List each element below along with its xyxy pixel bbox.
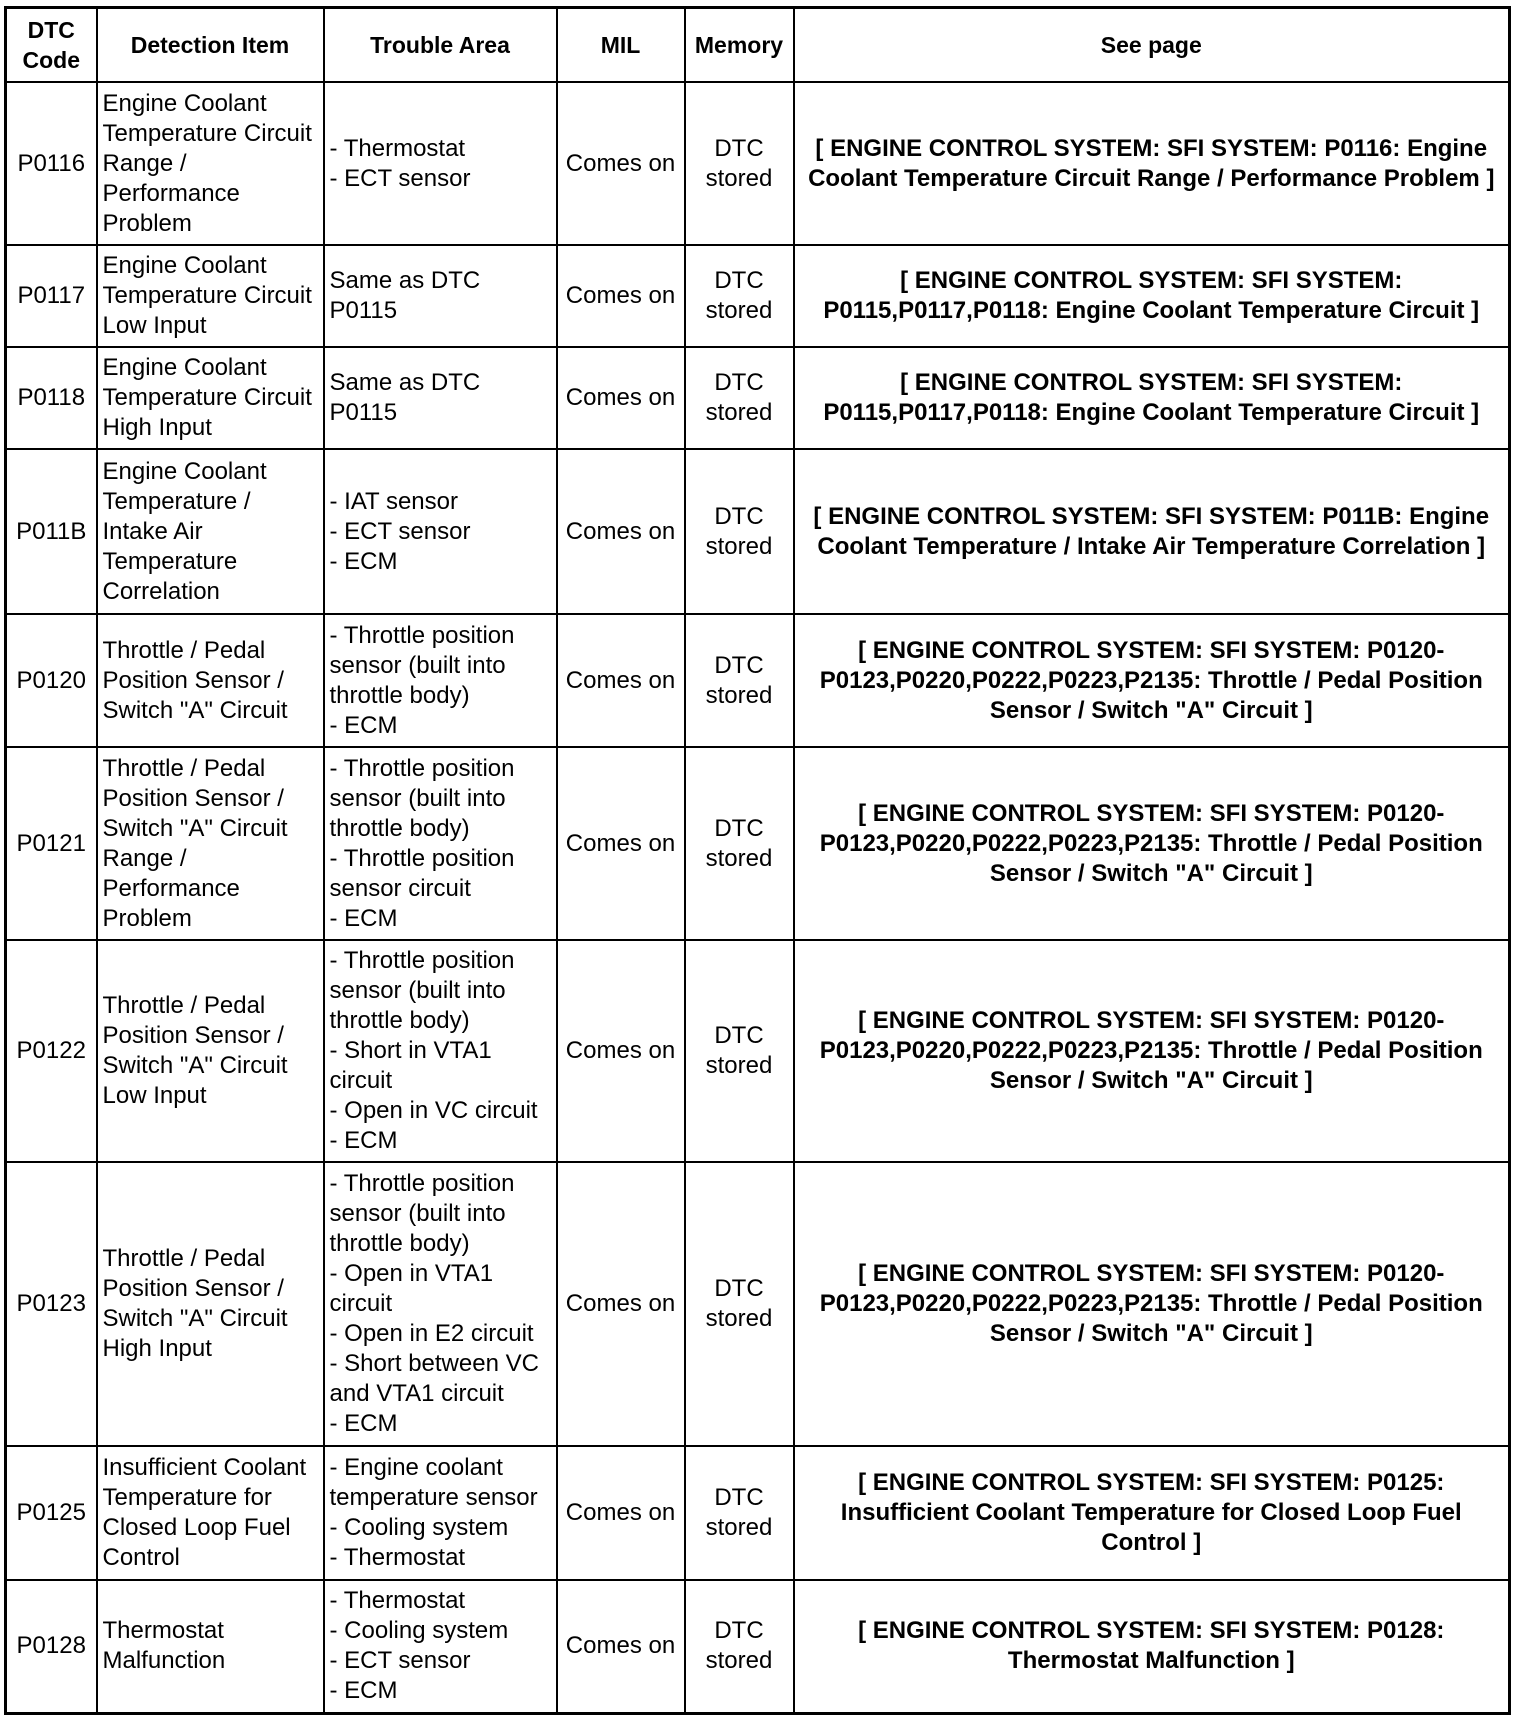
dtc-code-cell: P0128 [6, 1580, 97, 1713]
see-page-link[interactable]: [ ENGINE CONTROL SYSTEM: SFI SYSTEM: P0120-P0123,P0220,P0222,P0223,P2135: Throttle / Pedal Position Sensor / Switch "A" Circuit ] [794, 614, 1510, 747]
detection-item-cell: Thermostat Malfunction [97, 1580, 324, 1713]
detection-item-cell: Engine Coolant Temperature Circuit Low Input [97, 245, 324, 347]
see-page-link[interactable]: [ ENGINE CONTROL SYSTEM: SFI SYSTEM: P011B: Engine Coolant Temperature / Intake Air Temperature Correlation ] [794, 449, 1510, 614]
detection-item-cell: Throttle / Pedal Position Sensor / Switch "A" Circuit [97, 614, 324, 747]
table-row [6, 449, 1510, 614]
dtc-code-cell: P0123 [6, 1162, 97, 1446]
dtc-code-cell: P0118 [6, 347, 97, 449]
see-page-link[interactable]: [ ENGINE CONTROL SYSTEM: SFI SYSTEM: P0115,P0117,P0118: Engine Coolant Temperature Circuit ] [794, 347, 1510, 449]
detection-item-cell: Throttle / Pedal Position Sensor / Switch "A" Circuit High Input [97, 1162, 324, 1446]
trouble-area-cell: - Thermostat - ECT sensor [324, 82, 557, 245]
trouble-area-cell: - Engine coolant temperature sensor - Cooling system - Thermostat [324, 1446, 557, 1580]
table-row [6, 1446, 1510, 1580]
mil-cell: Comes on [557, 940, 685, 1162]
memory-cell: DTC stored [685, 1162, 794, 1446]
memory-cell: DTC stored [685, 940, 794, 1162]
header-dtc-code: DTC Code [6, 8, 97, 83]
table-row [6, 245, 1510, 347]
detection-item-cell: Insufficient Coolant Temperature for Closed Loop Fuel Control [97, 1446, 324, 1580]
dtc-table-wrapper [4, 6, 1511, 1715]
dtc-code-cell: P0120 [6, 614, 97, 747]
table-row [6, 347, 1510, 449]
mil-cell: Comes on [557, 1162, 685, 1446]
trouble-area-cell: - Thermostat - Cooling system - ECT sensor - ECM [324, 1580, 557, 1713]
table-row [6, 82, 1510, 245]
see-page-link[interactable]: [ ENGINE CONTROL SYSTEM: SFI SYSTEM: P0116: Engine Coolant Temperature Circuit Range / Performance Problem ] [794, 82, 1510, 245]
header-trouble-area: Trouble Area [324, 8, 557, 83]
mil-cell: Comes on [557, 747, 685, 940]
dtc-code-cell: P0117 [6, 245, 97, 347]
mil-cell: Comes on [557, 1580, 685, 1713]
memory-cell: DTC stored [685, 614, 794, 747]
table-row [6, 940, 1510, 1162]
table-row [6, 614, 1510, 747]
trouble-area-cell: - Throttle position sensor (built into throttle body) - ECM [324, 614, 557, 747]
table-header [6, 8, 1510, 83]
mil-cell: Comes on [557, 347, 685, 449]
memory-cell: DTC stored [685, 82, 794, 245]
dtc-code-cell: P0125 [6, 1446, 97, 1580]
dtc-code-cell: P0122 [6, 940, 97, 1162]
trouble-area-cell: - Throttle position sensor (built into throttle body) - Open in VTA1 circuit - Open in E2 circuit - Short between VC and VTA1 circuit - ECM [324, 1162, 557, 1446]
table-row [6, 1580, 1510, 1713]
memory-cell: DTC stored [685, 747, 794, 940]
mil-cell: Comes on [557, 449, 685, 614]
memory-cell: DTC stored [685, 347, 794, 449]
mil-cell: Comes on [557, 1446, 685, 1580]
header-see-page: See page [794, 8, 1510, 83]
dtc-code-cell: P0116 [6, 82, 97, 245]
dtc-table [4, 6, 1511, 1715]
table-row [6, 1162, 1510, 1446]
dtc-code-cell: P011B [6, 449, 97, 614]
detection-item-cell: Throttle / Pedal Position Sensor / Switch "A" Circuit Low Input [97, 940, 324, 1162]
trouble-area-cell: Same as DTC P0115 [324, 245, 557, 347]
table-body [6, 82, 1510, 1713]
see-page-link[interactable]: [ ENGINE CONTROL SYSTEM: SFI SYSTEM: P0125: Insufficient Coolant Temperature for Closed Loop Fuel Control ] [794, 1446, 1510, 1580]
dtc-code-cell: P0121 [6, 747, 97, 940]
memory-cell: DTC stored [685, 1580, 794, 1713]
memory-cell: DTC stored [685, 1446, 794, 1580]
trouble-area-cell: Same as DTC P0115 [324, 347, 557, 449]
see-page-link[interactable]: [ ENGINE CONTROL SYSTEM: SFI SYSTEM: P0120-P0123,P0220,P0222,P0223,P2135: Throttle / Pedal Position Sensor / Switch "A" Circuit ] [794, 940, 1510, 1162]
mil-cell: Comes on [557, 614, 685, 747]
detection-item-cell: Engine Coolant Temperature / Intake Air Temperature Correlation [97, 449, 324, 614]
trouble-area-cell: - IAT sensor - ECT sensor - ECM [324, 449, 557, 614]
header-memory: Memory [685, 8, 794, 83]
memory-cell: DTC stored [685, 245, 794, 347]
trouble-area-cell: - Throttle position sensor (built into throttle body) - Throttle position sensor circuit - ECM [324, 747, 557, 940]
table-row [6, 747, 1510, 940]
trouble-area-cell: - Throttle position sensor (built into throttle body) - Short in VTA1 circuit - Open in VC circuit - ECM [324, 940, 557, 1162]
detection-item-cell: Engine Coolant Temperature Circuit High Input [97, 347, 324, 449]
detection-item-cell: Throttle / Pedal Position Sensor / Switch "A" Circuit Range / Performance Problem [97, 747, 324, 940]
header-row [6, 8, 1510, 83]
header-mil: MIL [557, 8, 685, 83]
see-page-link[interactable]: [ ENGINE CONTROL SYSTEM: SFI SYSTEM: P0115,P0117,P0118: Engine Coolant Temperature Circuit ] [794, 245, 1510, 347]
see-page-link[interactable]: [ ENGINE CONTROL SYSTEM: SFI SYSTEM: P0120-P0123,P0220,P0222,P0223,P2135: Throttle / Pedal Position Sensor / Switch "A" Circuit ] [794, 747, 1510, 940]
header-detection-item: Detection Item [97, 8, 324, 83]
mil-cell: Comes on [557, 245, 685, 347]
memory-cell: DTC stored [685, 449, 794, 614]
mil-cell: Comes on [557, 82, 685, 245]
see-page-link[interactable]: [ ENGINE CONTROL SYSTEM: SFI SYSTEM: P0120-P0123,P0220,P0222,P0223,P2135: Throttle / Pedal Position Sensor / Switch "A" Circuit ] [794, 1162, 1510, 1446]
detection-item-cell: Engine Coolant Temperature Circuit Range / Performance Problem [97, 82, 324, 245]
see-page-link[interactable]: [ ENGINE CONTROL SYSTEM: SFI SYSTEM: P0128: Thermostat Malfunction ] [794, 1580, 1510, 1713]
